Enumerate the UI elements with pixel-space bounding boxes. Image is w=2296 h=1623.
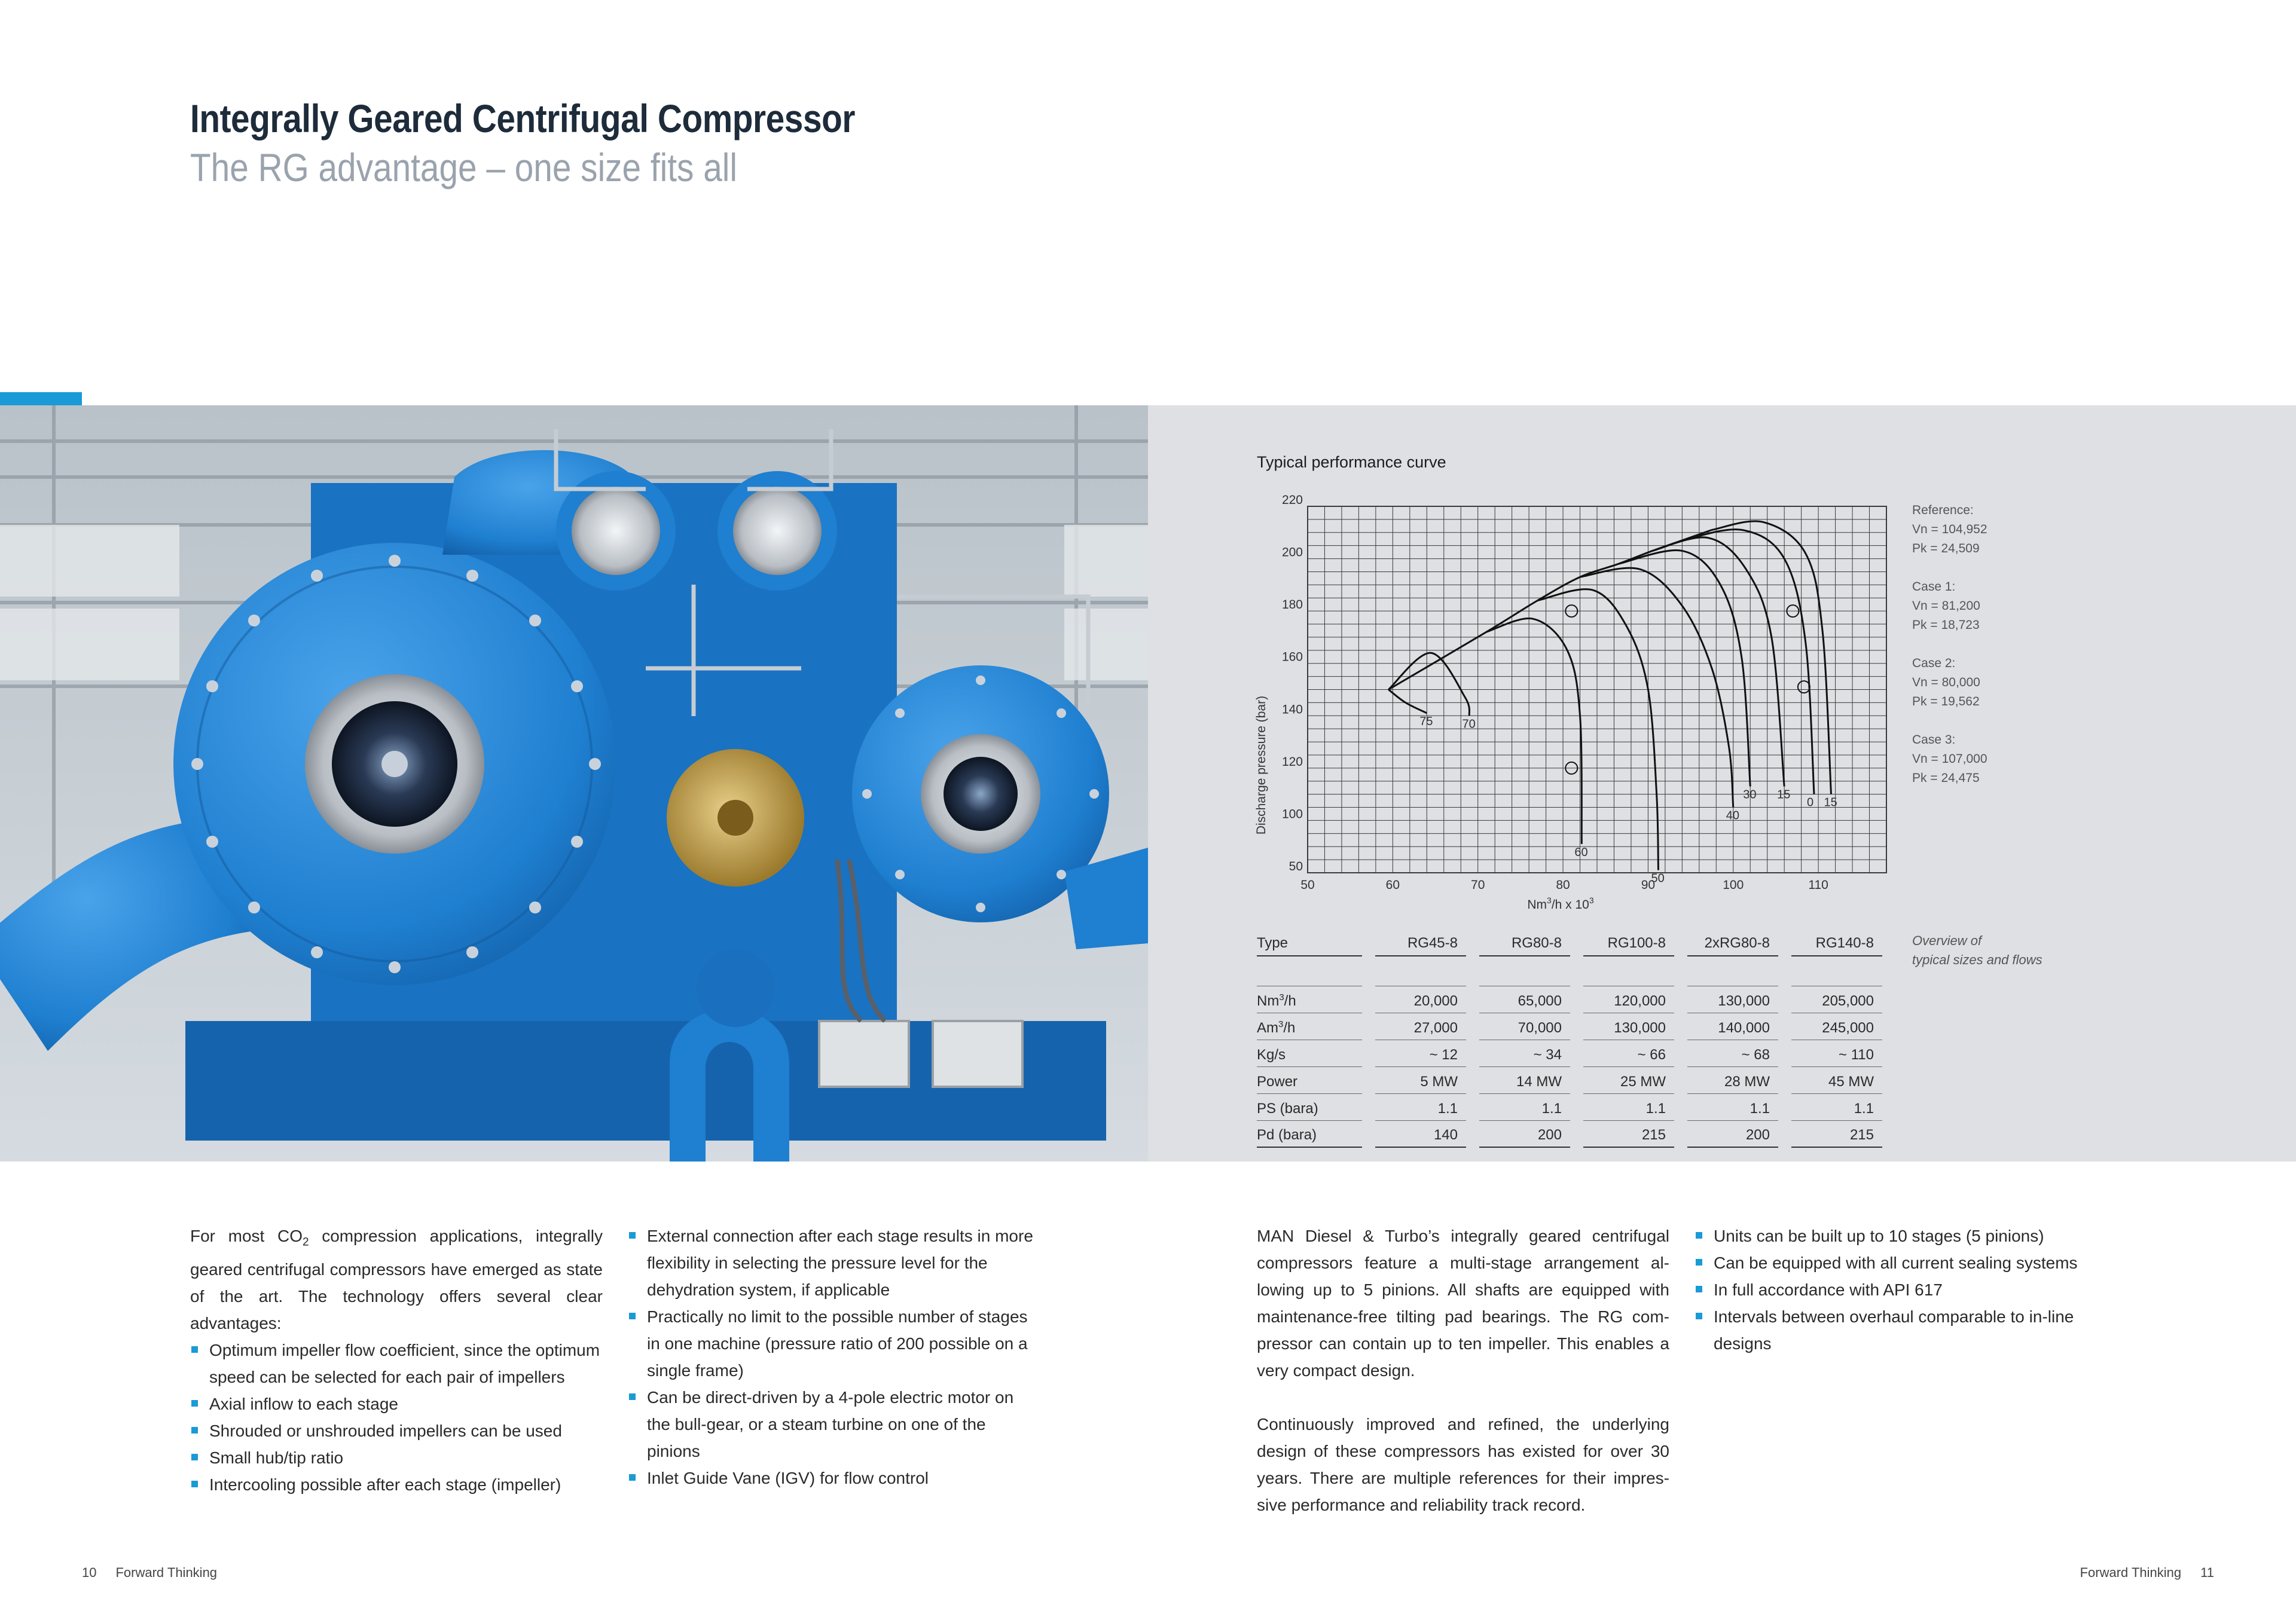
footer-text: Forward Thinking [115,1565,218,1580]
legend-line: Case 3: [1912,733,1956,747]
table-note-line: Overview of [1912,933,1982,948]
footer-right [2080,1565,2214,1581]
y-tick-labels [1282,493,1303,873]
list-item: External connection after each stage results in more flexibility in selecting the pressure level for the dehydration system, if applicable [628,1222,1040,1303]
row-label: Pd (bara) [1257,1121,1362,1148]
table-header-row [1257,925,1882,956]
advantages-list [190,1337,603,1498]
curve-label: 0 [1807,796,1814,809]
y-tick-label: 200 [1281,545,1303,560]
row-label: PS (bara) [1257,1094,1362,1121]
x-tick-label: 80 [1556,878,1570,892]
x-tick-label: 60 [1385,878,1400,892]
list-item: Axial inflow to each stage [190,1390,603,1417]
table-cell: 215 [1791,1121,1882,1148]
page-number: 10 [82,1565,97,1580]
y-tick-label: 100 [1281,807,1303,821]
table-cell: 245,000 [1791,1013,1882,1040]
chart-legend [1912,501,2092,788]
column-header: RG80-8 [1479,925,1570,956]
table-cell: 1.1 [1583,1094,1674,1121]
legend-line: Vn = 107,000 [1912,752,1987,766]
curve-label: 75 [1419,714,1433,728]
footer-left [82,1565,217,1581]
table-cell: 28 MW [1687,1067,1778,1094]
advantages-list-cont [628,1222,1040,1491]
list-item: Units can be built up to 10 stages (5 pinions) [1694,1222,2125,1249]
table-cell: 1.1 [1375,1094,1466,1121]
table-cell: 140,000 [1687,1013,1778,1040]
text-column-2 [628,1222,1040,1491]
row-label: Nm$^3$/h [1257,986,1362,1013]
compressor-illustration [0,405,1148,1162]
footer-text: Forward Thinking [2080,1565,2182,1580]
table-cell: 200 [1687,1121,1778,1148]
table-cell: ~ 110 [1791,1040,1882,1067]
legend-line: Pk = 19,562 [1912,695,1980,708]
legend-line: Case 1: [1912,580,1956,594]
curve-label: 70 [1462,717,1476,731]
x-tick-label: 50 [1300,878,1315,892]
table-cell: 215 [1583,1121,1674,1148]
table-cell: 14 MW [1479,1067,1570,1094]
legend-line [1912,635,2092,654]
legend-line: Pk = 24,475 [1912,771,1980,785]
curve-label: 15 [1777,788,1791,802]
column-header: 2xRG80-8 [1687,925,1778,956]
row-label: Am$^3$/h [1257,1013,1362,1040]
text-column-1 [190,1222,603,1498]
table-cell: 1.1 [1687,1094,1778,1121]
table-row [1257,1067,1882,1094]
legend-line: Pk = 18,723 [1912,618,1980,632]
table-cell: 1.1 [1791,1094,1882,1121]
page-number: 11 [2200,1565,2214,1580]
specs-table [1257,925,1882,1148]
page-subtitle: The RG advantage – one size fits all [190,145,737,189]
legend-line: Vn = 80,000 [1912,676,1980,689]
page-title: Integrally Geared Centrifugal Compressor [190,96,855,140]
list-item: Practically no limit to the possible number of stages in one machine (pressure ratio of 200 possible on a single frame) [628,1303,1040,1384]
row-label: Kg/s [1257,1040,1362,1067]
table-cell: 205,000 [1791,986,1882,1013]
list-item: Optimum impeller flow coefficient, since the optimum speed can be selected for each pair of impellers [190,1337,603,1390]
table-cell: 130,000 [1583,1013,1674,1040]
curve-label: 30 [1743,788,1757,802]
table-cell: 130,000 [1687,986,1778,1013]
table-cell: 27,000 [1375,1013,1466,1040]
list-item: Small hub/tip ratio [190,1444,603,1471]
table-cell: 1.1 [1479,1094,1570,1121]
list-item: Intercooling possible after each stage (impeller) [190,1471,603,1498]
y-tick-label: 120 [1281,754,1303,769]
column-header: RG100-8 [1583,925,1674,956]
y-tick-label: 140 [1281,702,1303,717]
list-item: In full accordance with API 617 [1694,1276,2125,1303]
legend-line: Vn = 81,200 [1912,599,1980,613]
x-tick-label: 70 [1471,878,1485,892]
performance-chart [1250,490,1907,921]
y-tick-label: 160 [1281,650,1303,664]
curve-label: 50 [1651,872,1665,885]
table-note-line: typical sizes and flows [1912,952,2042,967]
legend-line [1912,711,2092,730]
legend-line [1912,558,2092,577]
compressor-photo [0,405,1148,1162]
text-column-4 [1694,1222,2125,1357]
list-item: Inlet Guide Vane (IGV) for flow control [628,1465,1040,1491]
table-cell: 65,000 [1479,986,1570,1013]
table-cell: 25 MW [1583,1067,1674,1094]
x-tick-label: 90 [1641,878,1656,892]
column-header: RG45-8 [1375,925,1466,956]
table-cell: 70,000 [1479,1013,1570,1040]
table-row [1257,1121,1882,1148]
legend-line: Vn = 104,952 [1912,522,1987,536]
list-item: Shrouded or unshrouded impellers can be used [190,1417,603,1444]
intro-paragraph: For most $CO_2$ compression applications, integrally geared centrifugal compressors have emerged as state of the art. The technology offers several clear advantages: [190,1227,603,1332]
paragraph: MAN Diesel & Turbo’s integrally geared centrifugal compressors feature a multi-stage arrangement al-lowing up to 5 pinions. All shafts are equipped with maintenance-free tilting pad bearings. The RG com-pressor can contain up to ten impeller. This enables a very compact design. [1257,1227,1669,1380]
list-item: Can be direct-driven by a 4-pole electric motor on the bull-gear, or a steam turbine on one of the pinions [628,1384,1040,1465]
y-tick-label: 50 [1289,860,1303,873]
table-note [1912,931,2042,970]
table-cell: ~ 12 [1375,1040,1466,1067]
curve-label: 60 [1574,845,1588,859]
x-tick-label: 100 [1723,878,1744,892]
table-row [1257,986,1882,1013]
table-row [1257,1094,1882,1121]
table-cell: 200 [1479,1121,1570,1148]
y-tick-label: 180 [1281,598,1303,612]
table-cell: 45 MW [1791,1067,1882,1094]
x-axis-label: Nm$^3$/h x $10^3$ [1527,895,1594,912]
legend-line: Case 2: [1912,656,1956,670]
column-header: RG140-8 [1791,925,1882,956]
y-axis-label: Discharge pressure (bar) [1254,695,1268,835]
table-cell: 20,000 [1375,986,1466,1013]
table-cell: 5 MW [1375,1067,1466,1094]
features-list [1694,1222,2125,1357]
accent-bar [0,392,82,405]
table-spacer-row [1257,956,1882,986]
x-tick-label: 110 [1808,878,1828,892]
chart-grid [1308,506,1886,873]
table-cell: 120,000 [1583,986,1674,1013]
y-tick-label: 220 [1281,493,1303,507]
table-cell: ~ 34 [1479,1040,1570,1067]
list-item: Can be equipped with all current sealing systems [1694,1249,2125,1276]
table-cell: 140 [1375,1121,1466,1148]
text-column-3 [1257,1222,1669,1518]
list-item: Intervals between overhaul comparable to in-line designs [1694,1303,2125,1357]
table-row [1257,1013,1882,1040]
chart-title: Typical performance curve [1257,453,1446,471]
type-header: Type [1257,925,1362,956]
curve-label: 15 [1824,796,1837,809]
table-cell: ~ 68 [1687,1040,1778,1067]
x-tick-labels [1300,878,1828,892]
legend-line: Pk = 24,509 [1912,542,1980,555]
legend-line: Reference: [1912,503,1974,517]
table-row [1257,1040,1882,1067]
curve-label: 40 [1726,809,1740,823]
row-label: Power [1257,1067,1362,1094]
paragraph: Continuously improved and refined, the underlying design of these compressors has existed for over 30 years. There are multiple references for their impres-sive performance and reliability track record. [1257,1415,1669,1514]
table-cell: ~ 66 [1583,1040,1674,1067]
